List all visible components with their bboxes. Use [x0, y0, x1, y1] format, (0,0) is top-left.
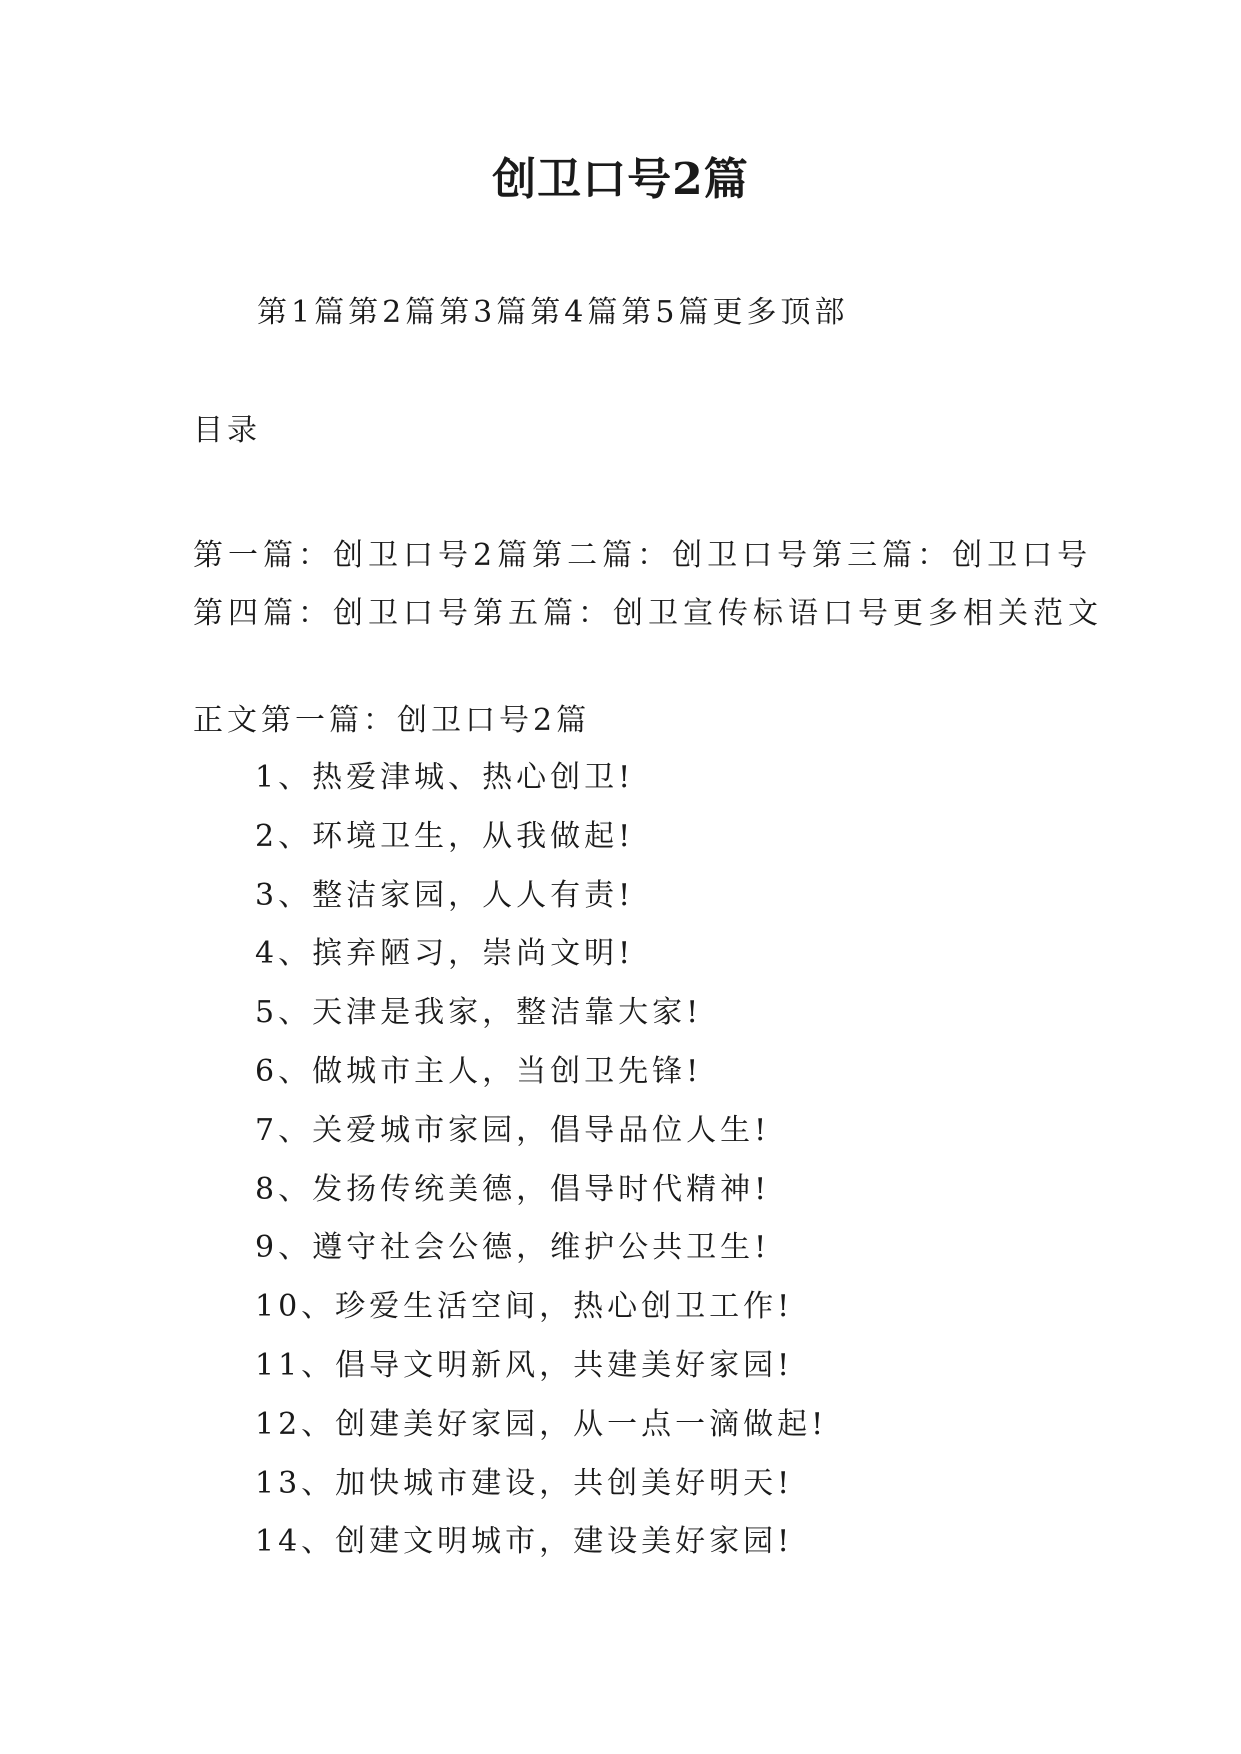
document-title: 创卫口号2篇: [492, 154, 749, 205]
slogan-item: 6、做城市主人，当创卫先锋!: [255, 1053, 703, 1089]
slogan-item: 10、珍爱生活空间，热心创卫工作!: [255, 1289, 794, 1325]
toc-link-part-2[interactable]: 第二篇：创卫口号: [532, 538, 813, 573]
toc-link-part-5[interactable]: 第五篇：创卫宣传标语口号: [473, 596, 893, 631]
slogan-item: 9、遵守社会公德，维护公共卫生!: [255, 1230, 771, 1266]
table-of-contents: [193, 527, 1103, 643]
slogan-item: 7、关爱城市家园，倡导品位人生!: [255, 1112, 771, 1148]
nav-link-section-4[interactable]: 第4篇: [530, 295, 622, 330]
slogan-item: 4、摈弃陋习，崇尚文明!: [255, 936, 635, 972]
slogan-item: 8、发扬传统美德，倡导时代精神!: [255, 1171, 771, 1207]
toc-link-part-4[interactable]: 第四篇：创卫口号: [193, 596, 473, 631]
slogan-list: [255, 758, 827, 1581]
slogan-item: 3、整洁家园，人人有责!: [255, 877, 635, 913]
slogan-item: 13、加快城市建设，共创美好明天!: [255, 1465, 794, 1501]
toc-link-more-related[interactable]: 更多相关范文: [893, 596, 1103, 631]
slogan-item: 11、倡导文明新风，共建美好家园!: [255, 1347, 794, 1383]
toc-line: [193, 527, 1093, 585]
slogan-item: 5、天津是我家，整洁靠大家!: [255, 995, 703, 1031]
nav-link-section-1[interactable]: 第1篇: [257, 295, 349, 330]
section-nav: [257, 293, 848, 333]
slogan-item: 1、热爱津城、热心创卫!: [255, 760, 635, 795]
toc-link-part-3[interactable]: 第三篇：创卫口号: [812, 538, 1093, 573]
toc-heading: 目录: [193, 413, 261, 448]
toc-link-part-1[interactable]: 第一篇：创卫口号2篇: [193, 538, 533, 573]
nav-link-top[interactable]: 顶部: [780, 295, 849, 330]
slogan-item: 12、创建美好家园，从一点一滴做起!: [255, 1406, 828, 1442]
nav-link-section-5[interactable]: 第5篇: [621, 295, 713, 330]
nav-link-section-3[interactable]: 第3篇: [439, 295, 531, 330]
body-heading: 正文第一篇：创卫口号2篇: [193, 703, 591, 738]
toc-line: [193, 585, 1103, 643]
nav-link-more[interactable]: 更多: [712, 295, 781, 330]
slogan-item: 14、创建文明城市，建设美好家园!: [255, 1524, 794, 1560]
nav-link-section-2[interactable]: 第2篇: [348, 295, 440, 330]
slogan-item: 2、环境卫生，从我做起!: [255, 818, 635, 854]
